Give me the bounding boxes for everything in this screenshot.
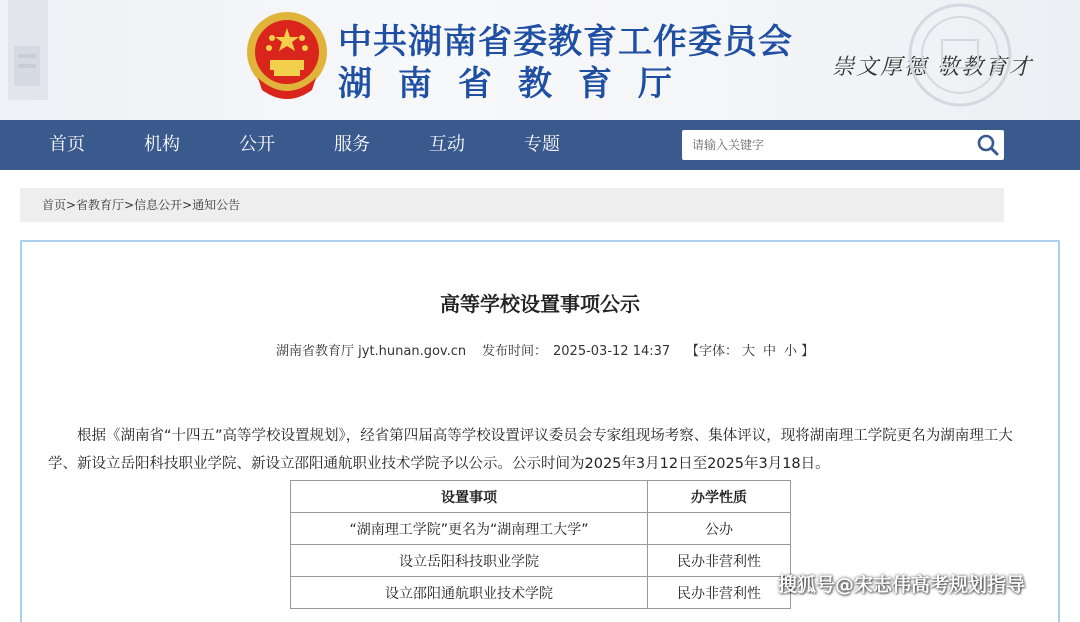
decorative-seal-icon: [880, 0, 1080, 120]
article-source: 湖南省教育厅 jyt.hunan.gov.cn: [276, 344, 467, 359]
national-emblem-icon: [244, 8, 330, 100]
site-title-line1: 中共湖南省委教育工作委员会: [338, 22, 793, 62]
table-cell-nature: 民办非营利性: [648, 545, 791, 577]
nav-item-public[interactable]: 公开: [239, 134, 275, 155]
table-row: [291, 545, 791, 577]
table-header-row: [291, 481, 791, 513]
article-title: 高等学校设置事项公示: [440, 292, 640, 316]
table-row: [291, 513, 791, 545]
table-header-nature: 办学性质: [648, 481, 791, 513]
site-header: [0, 0, 1080, 120]
breadcrumb: [20, 188, 1004, 222]
site-title-line2: 湖南省教育厅: [338, 64, 698, 104]
font-size-large-link[interactable]: 大: [742, 344, 756, 359]
table-cell-item: “湖南理工学院”更名为“湖南理工大学”: [291, 513, 648, 545]
table-cell-nature: 民办非营利性: [648, 577, 791, 609]
article-paragraph: 根据《湖南省“十四五”高等学校设置规划》，经省第四届高等学校设置评议委员会专家组现场考察、集体评议，现将湖南理工学院更名为湖南理工大学、新设立岳阳科技职业学院、新设立邵阳通航职业技术学院予以公示。公示时间为2025年3月12日至2025年3月18日。: [48, 428, 1013, 472]
search-icon[interactable]: [976, 133, 1000, 157]
decorative-building-icon: [0, 0, 70, 110]
table-cell-item: 设立岳阳科技职业学院: [291, 545, 648, 577]
search-input[interactable]: [682, 130, 972, 160]
article-publish-time: [482, 340, 670, 359]
font-size-selector: [686, 340, 814, 359]
breadcrumb-path[interactable]: 首页>省教育厅>信息公开>通知公告: [42, 198, 241, 212]
watermark-text: 搜狐号@宋志伟高考规划指导: [778, 574, 1026, 596]
font-size-medium-link[interactable]: 中: [763, 344, 777, 359]
publish-time-label: 发布时间：: [482, 344, 548, 359]
nav-item-services[interactable]: 服务: [334, 134, 370, 155]
font-size-small-link[interactable]: 小: [784, 344, 798, 359]
nav-item-organization[interactable]: 机构: [144, 134, 180, 155]
nav-item-home[interactable]: 首页: [49, 134, 85, 155]
nav-item-topics[interactable]: 专题: [524, 134, 560, 155]
table-cell-nature: 公办: [648, 513, 791, 545]
site-motto: 崇文厚德 敬教育才: [832, 55, 1033, 80]
table-header-item: 设置事项: [291, 481, 648, 513]
font-label-open: 【字体：: [686, 344, 739, 359]
table-row: [291, 577, 791, 609]
search-box: [682, 130, 1004, 160]
settings-table: [290, 480, 791, 609]
table-cell-item: 设立邵阳通航职业技术学院: [291, 577, 648, 609]
font-label-close: 】: [801, 344, 815, 359]
publish-time-value: 2025-03-12 14:37: [553, 344, 671, 359]
article-panel: [20, 240, 1060, 622]
nav-item-interaction[interactable]: 互动: [429, 134, 465, 155]
